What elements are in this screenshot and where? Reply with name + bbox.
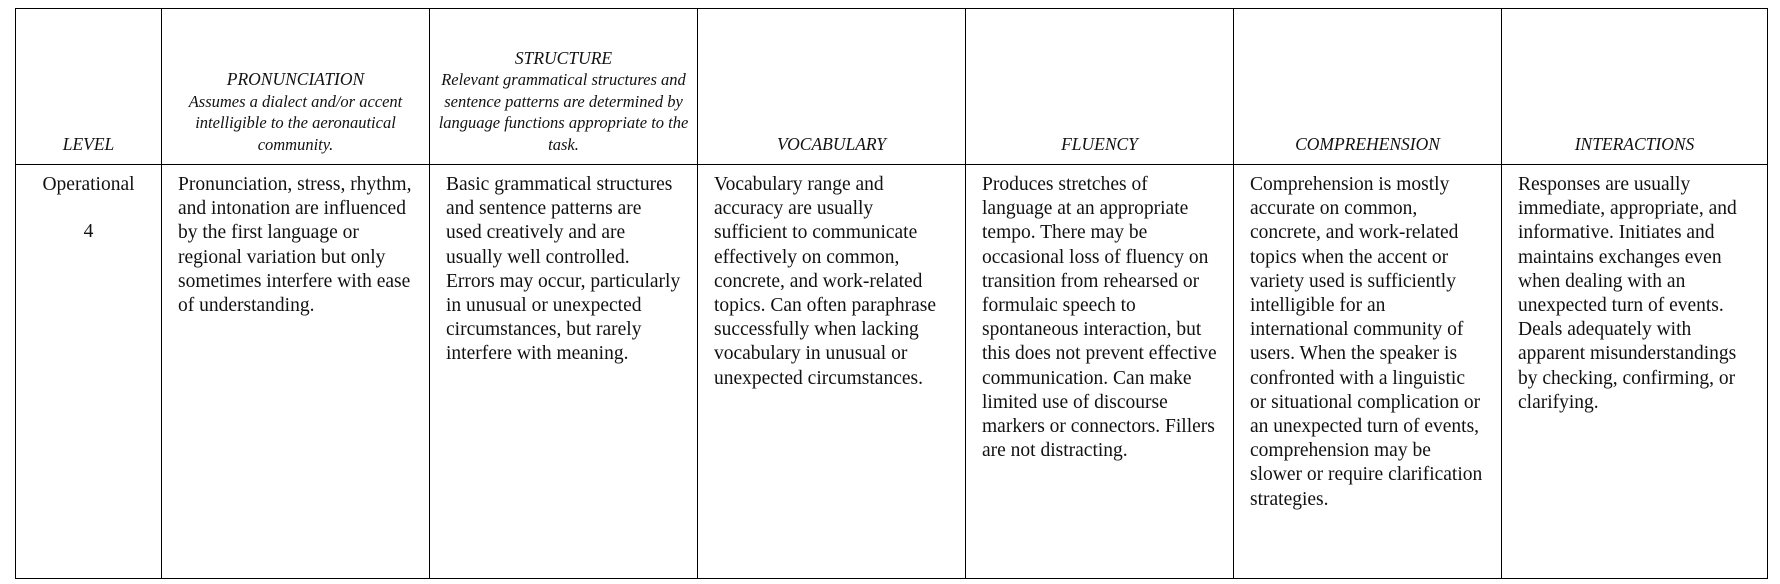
structure-cell: Basic grammatical structures and sentence patterns are used creatively and are usually well controlled. Errors may occur, particularly in unusual or unexpected circumstances, but rarely interfere with meaning. — [430, 165, 698, 579]
level-number: 4 — [83, 221, 94, 243]
pronunciation-cell: Pronunciation, stress, rhythm, and intonation are influenced by the first language or regional variation but only sometimes interfere with ease of understanding. — [162, 165, 430, 579]
header-pronunciation-title: PRONUNCIATION — [226, 69, 365, 89]
header-level — [16, 9, 162, 165]
header-vocabulary-title: VOCABULARY — [776, 133, 887, 154]
header-comprehension-title: COMPREHENSION — [1295, 133, 1440, 154]
header-vocabulary — [698, 9, 966, 165]
interactions-cell: Responses are usually immediate, appropriate, and informative. Initiates and maintains exchanges even when dealing with an unexpected turn of events. Deals adequately with apparent misunderstandings by checking, confirming, or clarifying. — [1502, 165, 1768, 579]
header-structure-title: STRUCTURE — [514, 47, 613, 68]
header-pronunciation — [162, 9, 430, 165]
header-pronunciation-desc: Assumes a dialect and/or accent intelligible to the aeronautical community. — [188, 91, 403, 154]
header-comprehension — [1234, 9, 1502, 165]
header-structure — [430, 9, 698, 165]
vocabulary-cell: Vocabulary range and accuracy are usually sufficient to communicate effectively on common, concrete, and work-related topics. Can often paraphrase successfully when lacking vocabulary in unusual or unexpected circumstances. — [698, 165, 966, 579]
header-level-title: LEVEL — [62, 133, 115, 154]
header-interactions — [1502, 9, 1768, 165]
comprehension-cell: Comprehension is mostly accurate on common, concrete, and work-related topics when the accent or variety used is sufficiently intelligible for an international community of users. When the speaker is confronted with a linguistic or situational complication or an unexpected turn of events, comprehension may be slower or require clarification strategies. — [1234, 165, 1502, 579]
level-cell — [16, 165, 162, 579]
level-4-row — [16, 165, 1768, 579]
header-fluency — [966, 9, 1234, 165]
rating-scale-table — [15, 8, 1768, 579]
header-fluency-title: FLUENCY — [1061, 133, 1138, 154]
header-row — [16, 9, 1768, 165]
level-name: Operational — [42, 174, 135, 195]
fluency-cell: Produces stretches of language at an appropriate tempo. There may be occasional loss of fluency on transition from rehearsed or formulaic speech to spontaneous interaction, but this does not prevent effective communication. Can make limited use of discourse markers or connectors. Fillers are not distracting. — [966, 165, 1234, 579]
header-interactions-title: INTERACTIONS — [1574, 133, 1695, 154]
header-structure-desc: Relevant grammatical structures and sentence patterns are determined by language functions appropriate to the task. — [438, 70, 689, 154]
